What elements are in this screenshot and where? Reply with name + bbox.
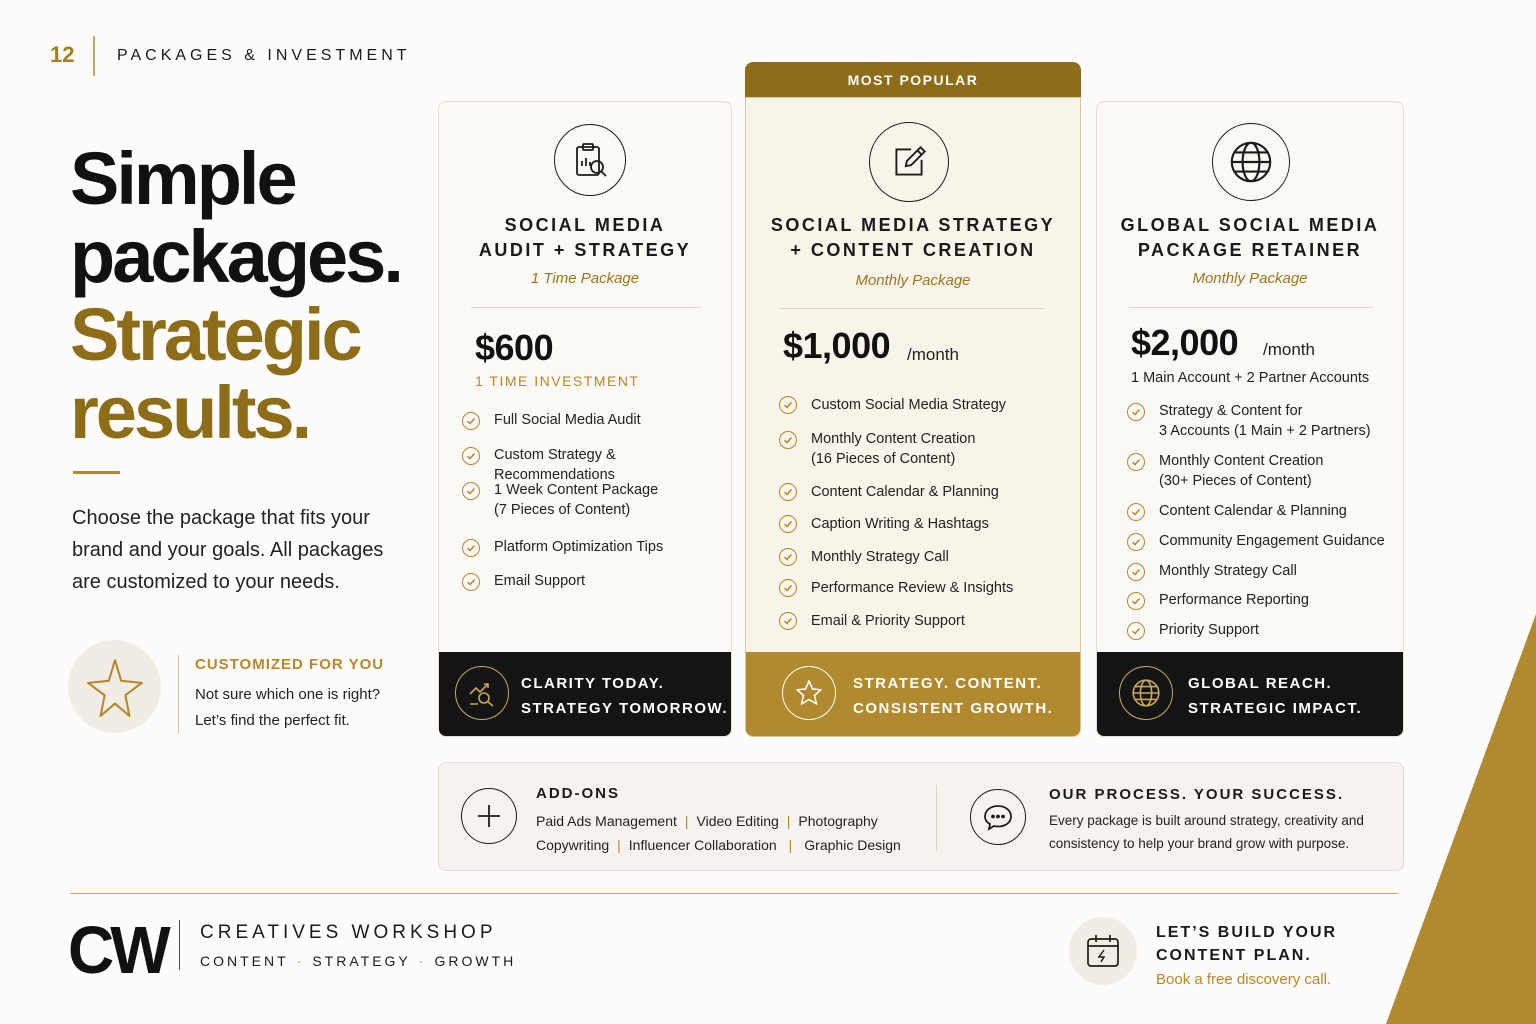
most-popular-badge: MOST POPULAR xyxy=(745,62,1081,99)
tag-item: STRATEGY xyxy=(312,953,411,969)
check-icon xyxy=(462,573,480,591)
separator: · xyxy=(296,953,305,969)
check-icon xyxy=(779,431,797,449)
feature-item xyxy=(811,429,975,469)
card-footer xyxy=(746,652,1080,736)
footer-line-2: STRATEGY TOMORROW. xyxy=(521,700,729,717)
page-number: 12 xyxy=(50,42,75,67)
feature-text-detail: 3 Accounts (1 Main + 2 Partners) xyxy=(1159,423,1371,439)
card-price: $600 xyxy=(475,327,554,368)
customized-line-2: Let’s find the perfect fit. xyxy=(195,712,350,729)
section-label: PACKAGES & INVESTMENT xyxy=(117,47,411,64)
check-icon xyxy=(462,539,480,557)
check-icon xyxy=(779,579,797,597)
globe-icon xyxy=(1119,666,1173,720)
calendar-icon xyxy=(1084,932,1122,970)
addons-process-panel xyxy=(438,762,1404,871)
cta-title-line-2: CONTENT PLAN. xyxy=(1156,947,1312,964)
check-icon xyxy=(1127,403,1145,421)
card-account-note: 1 Main Account + 2 Partner Accounts xyxy=(1131,370,1370,386)
process-title: OUR PROCESS. YOUR SUCCESS. xyxy=(1049,786,1345,803)
package-card-strategy-content[interactable] xyxy=(745,97,1081,737)
feature-item xyxy=(1159,451,1323,491)
edit-icon xyxy=(869,122,949,202)
feature-item xyxy=(1159,561,1297,581)
feature-item xyxy=(811,482,999,502)
feature-item xyxy=(1159,620,1259,640)
package-card-audit[interactable] xyxy=(438,101,732,737)
customized-divider xyxy=(178,655,179,733)
headline xyxy=(70,137,401,454)
card-title xyxy=(746,213,1080,263)
process-text xyxy=(1049,809,1364,855)
feature-text: Custom Strategy & Recommendations xyxy=(494,447,616,483)
feature-text: 1 Week Content Package xyxy=(494,482,659,498)
check-icon xyxy=(779,612,797,630)
card-title-line-2: PACKAGE RETAINER xyxy=(1137,240,1363,260)
footer-line-1: STRATEGY. CONTENT. xyxy=(853,675,1043,692)
check-icon xyxy=(1127,453,1145,471)
card-footer xyxy=(1097,652,1403,736)
feature-text: Full Social Media Audit xyxy=(494,412,641,428)
cta-title-line-1: LET’S BUILD YOUR xyxy=(1156,924,1338,941)
feature-text: Performance Reporting xyxy=(1159,592,1309,608)
card-subtitle: Monthly Package xyxy=(855,272,971,289)
card-footer xyxy=(439,652,731,736)
customized-badge xyxy=(68,640,161,733)
card-subtitle: Monthly Package xyxy=(1192,270,1308,287)
feature-item xyxy=(494,480,658,520)
feature-item xyxy=(494,410,641,430)
card-title xyxy=(1097,213,1403,263)
feature-text: Caption Writing & Hashtags xyxy=(811,516,989,532)
card-price: $1,000 xyxy=(783,325,891,366)
feature-item xyxy=(1159,531,1385,551)
header-divider xyxy=(93,36,95,76)
card-footer-text xyxy=(853,671,1053,721)
addon-item: Video Editing xyxy=(696,813,779,829)
process-line-1: Every package is built around strategy, creativity and xyxy=(1049,813,1364,828)
card-title-line-1: SOCIAL MEDIA STRATEGY xyxy=(770,215,1056,235)
check-icon xyxy=(1127,503,1145,521)
customized-line-1: Not sure which one is right? xyxy=(195,686,381,703)
feature-text: Monthly Strategy Call xyxy=(811,549,949,565)
card-price: $2,000 xyxy=(1131,322,1239,363)
card-divider xyxy=(779,308,1043,309)
star-icon xyxy=(782,666,836,720)
check-icon xyxy=(462,447,480,465)
brand-tagline xyxy=(200,953,516,969)
chat-icon xyxy=(970,789,1026,845)
card-price-note: 1 TIME INVESTMENT xyxy=(475,373,640,389)
cta-title xyxy=(1156,921,1356,967)
tag-item: GROWTH xyxy=(434,953,517,969)
feature-text: Monthly Content Creation xyxy=(1159,453,1324,469)
check-icon xyxy=(462,482,480,500)
footer-line-1: GLOBAL REACH. xyxy=(1188,675,1333,692)
check-icon xyxy=(779,548,797,566)
intro-text: Choose the package that fits your brand and your goals. All packages are customized to your needs. xyxy=(72,507,384,593)
chart-search-icon xyxy=(455,666,509,720)
feature-item xyxy=(1159,401,1371,441)
plus-icon xyxy=(461,788,517,844)
addon-item: Influencer Collaboration xyxy=(628,837,777,853)
feature-item xyxy=(494,445,731,485)
check-icon xyxy=(1127,592,1145,610)
logo-divider xyxy=(179,920,180,970)
card-price-period: /month xyxy=(1263,340,1315,359)
brand-name: CREATIVES WORKSHOP xyxy=(200,922,497,943)
card-title-line-1: SOCIAL MEDIA xyxy=(504,215,666,235)
card-subtitle: 1 Time Package xyxy=(530,270,640,287)
headline-line-3: Strategic xyxy=(70,293,360,376)
separator: | xyxy=(786,813,791,829)
feature-text: Email Support xyxy=(494,573,586,589)
check-icon xyxy=(779,515,797,533)
headline-line-2: packages. xyxy=(70,215,401,298)
feature-text: Platform Optimization Tips xyxy=(494,539,664,555)
footer-line-2: CONSISTENT GROWTH. xyxy=(853,700,1054,717)
feature-text: Content Calendar & Planning xyxy=(811,484,999,500)
headline-line-1: Simple xyxy=(70,137,295,220)
separator: | xyxy=(684,813,689,829)
feature-text-detail: (7 Pieces of Content) xyxy=(494,502,631,518)
panel-divider xyxy=(936,785,937,851)
check-icon xyxy=(1127,563,1145,581)
feature-text: Community Engagement Guidance xyxy=(1159,533,1385,549)
card-title-line-2: AUDIT + STRATEGY xyxy=(478,240,692,260)
check-icon xyxy=(1127,622,1145,640)
feature-text: Content Calendar & Planning xyxy=(1159,503,1347,519)
card-divider xyxy=(471,307,701,308)
check-icon xyxy=(779,483,797,501)
customized-title: CUSTOMIZED FOR YOU xyxy=(195,656,385,673)
feature-item xyxy=(811,514,989,534)
check-icon xyxy=(462,412,480,430)
card-divider xyxy=(1129,307,1373,308)
feature-item xyxy=(1159,590,1309,610)
feature-item xyxy=(1159,501,1347,521)
footer-line-1: CLARITY TODAY. xyxy=(521,675,665,692)
card-title-line-2: + CONTENT CREATION xyxy=(790,240,1036,260)
addons-title: ADD-ONS xyxy=(536,785,620,802)
check-icon xyxy=(779,396,797,414)
separator: · xyxy=(418,953,427,969)
process-line-2: consistency to help your brand grow with purpose. xyxy=(1049,836,1350,851)
accent-line xyxy=(73,471,120,474)
addon-item: Paid Ads Management xyxy=(536,813,677,829)
card-title xyxy=(439,213,731,263)
footer-line-2: STRATEGIC IMPACT. xyxy=(1188,700,1363,717)
addon-item: Photography xyxy=(798,813,878,829)
feature-item xyxy=(494,537,663,557)
star-icon xyxy=(84,656,146,718)
feature-item xyxy=(494,571,585,591)
feature-text: Performance Review & Insights xyxy=(811,580,1014,596)
clipboard-search-icon xyxy=(554,124,626,196)
package-card-global-retainer[interactable] xyxy=(1096,101,1404,737)
separator: | xyxy=(788,837,793,853)
cta-badge xyxy=(1069,917,1137,985)
addons-list xyxy=(536,809,901,857)
feature-text: Monthly Content Creation xyxy=(811,431,976,447)
addons-row-2 xyxy=(536,833,901,857)
book-call-link[interactable]: Book a free discovery call. xyxy=(1156,971,1332,988)
feature-text: Monthly Strategy Call xyxy=(1159,563,1297,579)
feature-item xyxy=(811,395,1006,415)
card-footer-text xyxy=(1188,671,1362,721)
card-title-line-1: GLOBAL SOCIAL MEDIA xyxy=(1120,215,1380,235)
addon-item: Graphic Design xyxy=(804,837,901,853)
feature-text: Custom Social Media Strategy xyxy=(811,397,1007,413)
check-icon xyxy=(1127,533,1145,551)
headline-line-4: results. xyxy=(70,371,310,454)
feature-text: Priority Support xyxy=(1159,622,1259,638)
globe-icon xyxy=(1212,123,1290,201)
feature-text: Email & Priority Support xyxy=(811,613,965,629)
feature-item xyxy=(811,611,965,631)
brand-logo: CW xyxy=(68,912,167,988)
card-footer-text xyxy=(521,671,728,721)
card-price-period: /month xyxy=(907,345,959,364)
corner-accent xyxy=(1386,614,1536,1024)
addons-row-1 xyxy=(536,809,901,833)
feature-text-detail: (16 Pieces of Content) xyxy=(811,451,956,467)
feature-text: Strategy & Content for xyxy=(1159,403,1303,419)
addon-item: Copywriting xyxy=(536,837,610,853)
feature-text-detail: (30+ Pieces of Content) xyxy=(1159,473,1312,489)
separator: | xyxy=(617,837,621,853)
tag-item: CONTENT xyxy=(200,953,289,969)
feature-item xyxy=(811,547,949,567)
feature-item xyxy=(811,578,1013,598)
footer-divider xyxy=(70,893,1398,894)
